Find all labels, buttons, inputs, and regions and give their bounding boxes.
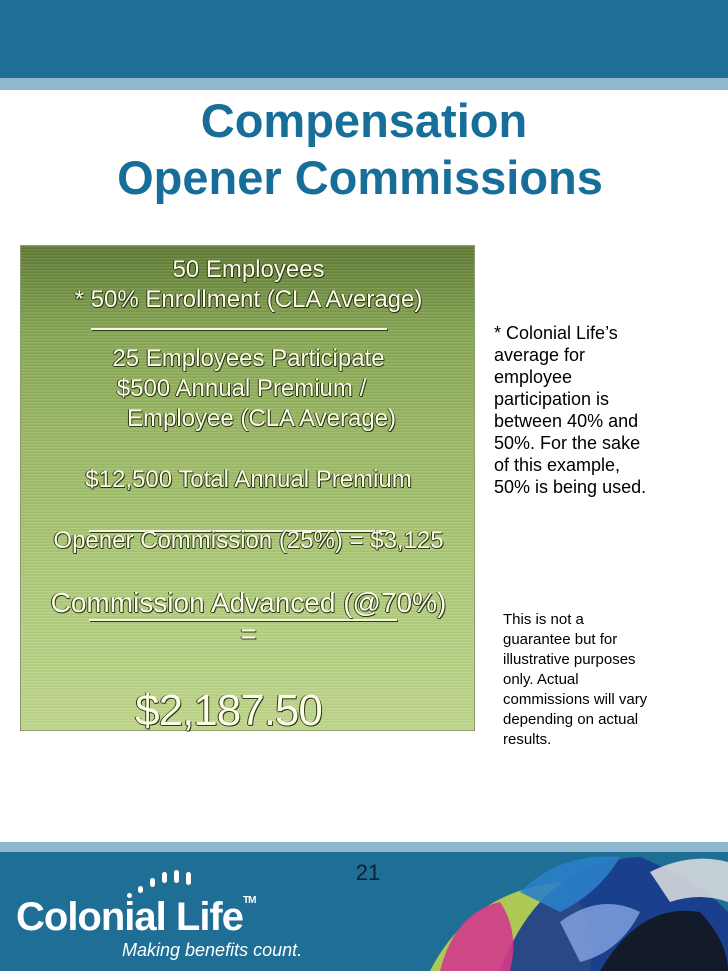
title-line-1: Compensation <box>200 94 528 147</box>
disclaimer-line: illustrative purposes <box>503 651 636 668</box>
premium-line: $500 Annual Premium / <box>116 375 367 402</box>
participation-note <box>494 322 646 498</box>
commission-example-panel <box>20 245 475 735</box>
bottom-stripe <box>0 842 728 852</box>
note-line: * Colonial Life’s <box>494 323 618 343</box>
title-line-2: Opener Commissions <box>117 151 603 204</box>
note-line: 50%. For the sake <box>494 433 641 453</box>
note-line: between 40% and <box>494 411 639 431</box>
commission-advanced-line: Commission Advanced (@70%) <box>50 587 447 618</box>
employees-line: 50 Employees <box>172 256 325 283</box>
slide-title <box>0 92 728 206</box>
disclaimer-line: guarantee but for <box>503 631 618 648</box>
equals-sign: = <box>240 618 257 649</box>
note-line: of this example, <box>494 455 621 475</box>
divider-line <box>91 328 387 330</box>
logo-trademark: TM <box>243 895 256 906</box>
colonial-life-logo <box>16 895 255 940</box>
top-stripe <box>0 78 728 90</box>
note-line: 50% is being used. <box>494 477 647 497</box>
premium-line-cont: Employee (CLA Average) <box>126 405 397 432</box>
logo-dot <box>138 886 143 893</box>
note-line: average for <box>494 345 586 365</box>
total-premium-line: $12,500 Total Annual Premium <box>85 466 412 493</box>
disclaimer-line: only. Actual <box>503 671 579 688</box>
note-line: employee <box>494 367 573 387</box>
disclaimer-line: results. <box>503 731 552 748</box>
disclaimer-note <box>503 610 647 750</box>
participants-line: 25 Employees Participate <box>112 345 385 372</box>
note-line: participation is <box>494 389 610 409</box>
disclaimer-line: commissions will vary <box>503 691 648 708</box>
top-banner <box>0 0 728 78</box>
page-number: 21 <box>355 860 381 885</box>
opener-commission-line: Opener Commission (25%) = $3,125 <box>53 527 444 554</box>
tagline: Making benefits count. <box>122 940 303 960</box>
logo-text: Colonial Life <box>16 895 243 939</box>
advanced-amount: $2,187.50 <box>135 686 322 735</box>
enrollment-line: * 50% Enrollment (CLA Average) <box>74 286 423 313</box>
disclaimer-line: This is not a <box>503 611 584 628</box>
disclaimer-line: depending on actual <box>503 711 639 728</box>
